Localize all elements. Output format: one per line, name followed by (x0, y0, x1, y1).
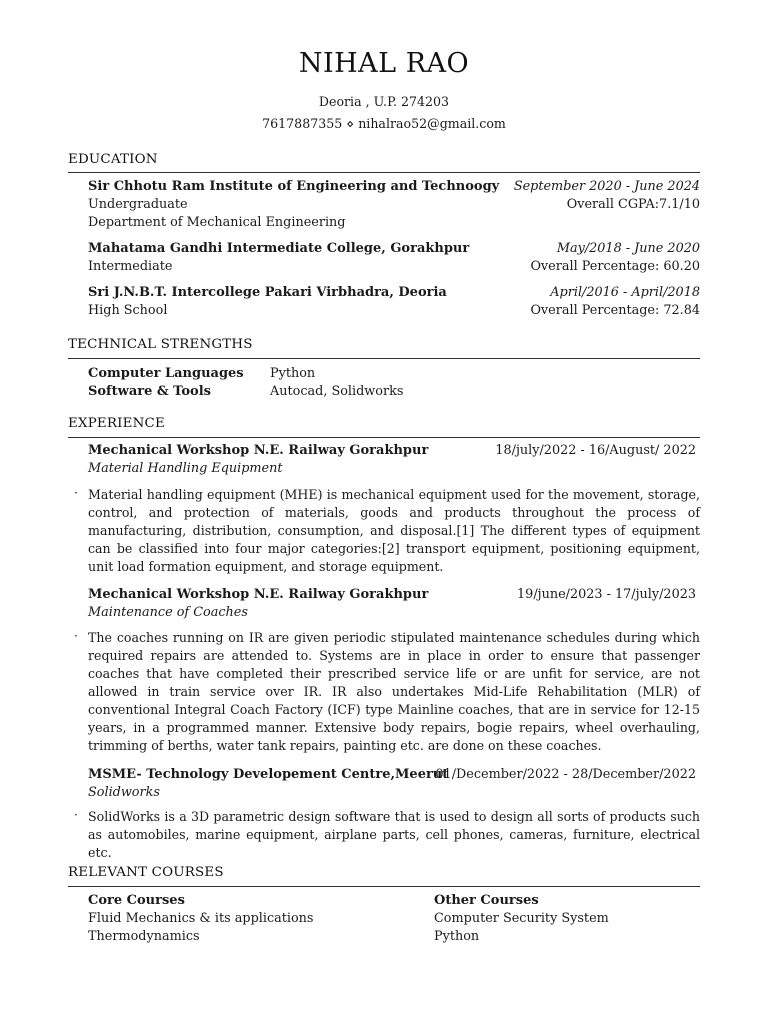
experience-role-row (88, 461, 700, 479)
skill-category: Software & Tools (88, 384, 211, 399)
education-entry (88, 285, 700, 303)
core-courses-heading: Core Courses (88, 893, 185, 908)
score-label: Overall CGPA:7.1/10 (566, 197, 700, 212)
phone: 7617887355 (262, 116, 343, 131)
course-item: Computer Security System (434, 911, 609, 926)
experience-dates: 19/june/2023 - 17/july/2023 (517, 587, 696, 602)
education-dates: April/2016 - April/2018 (550, 285, 700, 300)
skill-category: Computer Languages (88, 366, 244, 381)
institution-name: Sri J.N.B.T. Intercollege Pakari Virbhadra, Deoria (88, 285, 447, 300)
institution-name: Sir Chhotu Ram Institute of Engineering and Technoogy (88, 179, 500, 194)
experience-entry (88, 443, 696, 461)
education-dates: May/2018 - June 2020 (556, 241, 700, 256)
section-divider (68, 172, 700, 173)
education-entry (88, 179, 700, 197)
education-dates: September 2020 - June 2024 (513, 179, 700, 194)
degree-label: Intermediate (88, 259, 173, 274)
degree-label: High School (88, 303, 168, 318)
other-courses-column (434, 892, 734, 946)
organization-name: Mechanical Workshop N.E. Railway Gorakhpur (88, 443, 429, 458)
core-courses-column (88, 892, 388, 946)
address: Deoria , U.P. 274203 (318, 94, 450, 109)
section-title-courses: RELEVANT COURSES (68, 865, 224, 880)
email-link[interactable]: nihalrao52@gmail.com (358, 116, 506, 131)
section-title-experience: EXPERIENCE (68, 416, 165, 431)
role-title: Maintenance of Coaches (88, 605, 248, 620)
bullet-icon: · (74, 808, 78, 822)
education-detail-row (88, 197, 700, 215)
section-divider (68, 437, 700, 438)
section-divider (68, 886, 700, 887)
description-text: SolidWorks is a 3D parametric design software that is used to design all sorts of products such as automobiles, marine equipment, airplane parts, cell phones, cameras, furniture, electrical etc. (88, 809, 700, 860)
organization-name: MSME- Technology Developement Centre,Meerut (88, 767, 449, 782)
other-courses-heading: Other Courses (434, 893, 539, 908)
skill-value: Python (270, 366, 316, 381)
experience-dates: 01/December/2022 - 28/December/2022 (435, 767, 696, 782)
course-item: Thermodynamics (88, 929, 200, 944)
separator-glyph: ⋄ (346, 116, 355, 131)
score-label: Overall Percentage: 72.84 (530, 303, 700, 318)
role-title: Material Handling Equipment (88, 461, 283, 476)
course-item: Fluid Mechanics & its applications (88, 911, 314, 926)
education-entry (88, 241, 700, 259)
bullet-icon: · (74, 486, 78, 500)
education-detail-row (88, 303, 700, 321)
degree-label: Undergraduate (88, 197, 188, 212)
section-title-education: EDUCATION (68, 152, 158, 167)
role-title: Solidworks (88, 785, 160, 800)
experience-role-row (88, 605, 700, 623)
contact-line (0, 116, 768, 131)
education-detail-row (88, 259, 700, 277)
section-divider (68, 358, 700, 359)
department-label: Department of Mechanical Engineering (88, 215, 346, 230)
institution-name: Mahatama Gandhi Intermediate College, Gorakhpur (88, 241, 470, 256)
education-detail-row (88, 215, 700, 233)
description-text: The coaches running on IR are given periodic stipulated maintenance schedules during which required repairs are attended to. Systems are in place in order to ensure that passenger coaches that have completed their prescribed service life or are unfit for service, are not allowed in train service over IR. IR also undertakes Mid-Life Rehabilitation (MLR) of conventional Integral Coach Factory (ICF) type Mainline coaches, that are in service for 12-15 years, in a programmed manner. Extensive body repairs, bogie repairs, wheel overhauling, trimming of berths, water tank repairs, painting etc. are done on these coaches. (88, 630, 700, 753)
experience-entry (88, 767, 696, 785)
course-item: Python (434, 929, 480, 944)
organization-name: Mechanical Workshop N.E. Railway Gorakhpur (88, 587, 429, 602)
candidate-name: NIHAL RAO (298, 48, 470, 79)
experience-dates: 18/july/2022 - 16/August/ 2022 (495, 443, 696, 458)
section-title-technical: TECHNICAL STRENGTHS (68, 337, 253, 352)
score-label: Overall Percentage: 60.20 (530, 259, 700, 274)
skill-value: Autocad, Solidworks (270, 384, 404, 399)
description-text: Material handling equipment (MHE) is mechanical equipment used for the movement, storage, control, and protection of materials, goods and products throughout the process of manufacturing, distribution, consumption, and disposal.[1] The different types of equipment can be classified into four major categories:[2] transport equipment, positioning equipment, unit load formation equipment, and storage equipment. (88, 487, 700, 574)
experience-entry (88, 587, 696, 605)
experience-role-row (88, 785, 700, 803)
bullet-icon: · (74, 629, 78, 643)
